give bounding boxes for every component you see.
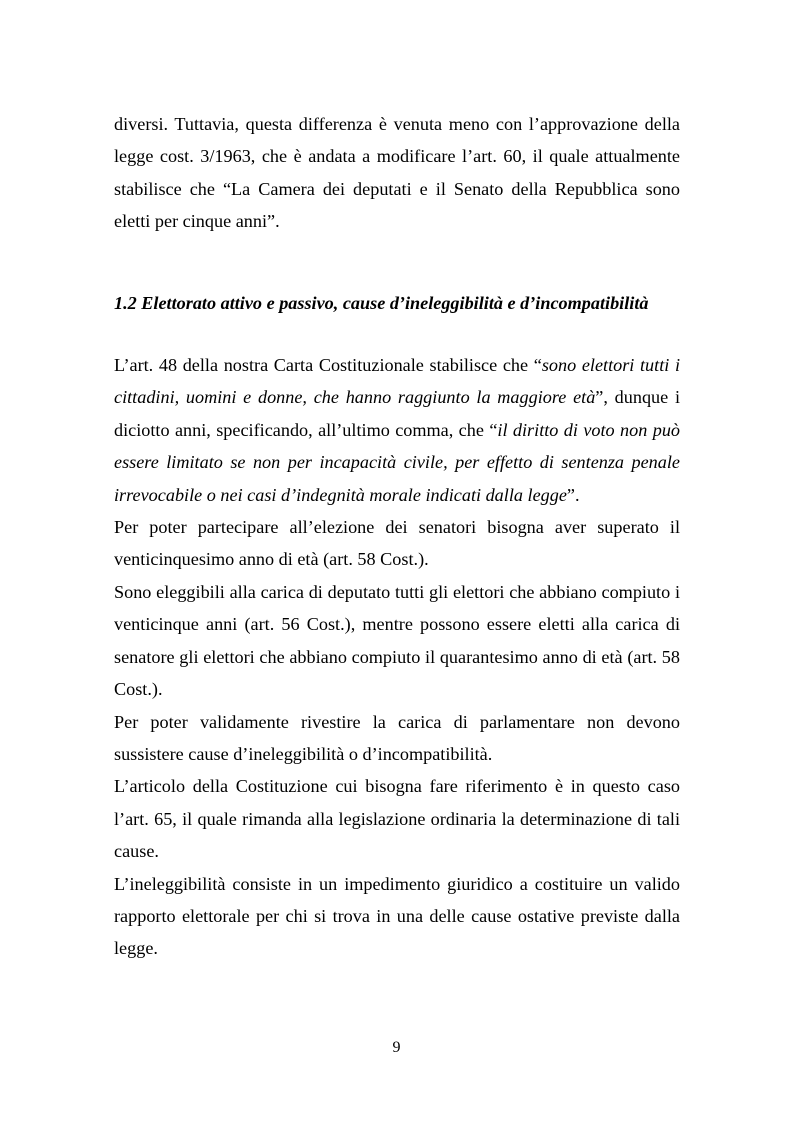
art48-quote-1: sono elettori tutti i cittadini, uomini e donne, che hanno raggiunto la maggiore età (114, 355, 680, 408)
art48-quote-2: il diritto di voto non può essere limitato se non per incapacità civile, per effetto di sentenza penale irrevocabile o nei casi d’indegnità morale indicati dalla legge (114, 419, 681, 505)
page-body (114, 108, 680, 965)
paragraph-eleggibili: Sono eleggibili alla carica di deputato tutti gli elettori che abbiano compiuto i venticinque anni (art. 56 Cost.), mentre possono essere eletti alla carica di senatore gli elettori che abbiano compiuto il quarantesimo anno di età (art. 58 Cost.). (114, 581, 680, 700)
paragraph-intro: diversi. Tuttavia, questa differenza è venuta meno con l’approvazione della legge cost. 3/1963, che è andata a modificare l’art. 60, il quale attualmente stabilisce che “La Camera dei deputati e il Senato della Repubblica sono eletti per cinque anni”. (114, 114, 680, 232)
section-heading: 1.2 Elettorato attivo e passivo, cause d’ineleggibilità e d’incompatibilità (114, 292, 649, 313)
paragraph-art48 (114, 349, 680, 511)
paragraph-ineleggibilita: L’ineleggibilità consiste in un impedimento giuridico a costituire un valido rapporto elettorale per chi si trova in una delle cause ostative previste dalla legge. (114, 873, 680, 959)
art48-text-1: L’art. 48 della nostra Carta Costituzionale stabilisce che “ (114, 355, 542, 376)
paragraph-art65: L’articolo della Costituzione cui bisogna fare riferimento è in questo caso l’art. 65, il quale rimanda alla legislazione ordinaria la determinazione di tali cause. (114, 776, 680, 862)
page-number: 9 (392, 1039, 401, 1056)
art48-text-2: ”, dunque i diciotto anni, specificando, all’ultimo comma, che “ (114, 387, 680, 440)
art48-text-3: ”. (566, 484, 580, 505)
paragraph-rivestire: Per poter validamente rivestire la carica di parlamentare non devono sussistere cause d’ineleggibilità o d’incompatibilità. (114, 711, 680, 764)
heading-spacer (114, 319, 680, 349)
paragraph-senatori: Per poter partecipare all’elezione dei senatori bisogna aver superato il venticinquesimo anno di età (art. 58 Cost.). (114, 517, 680, 570)
section-spacer (114, 238, 680, 287)
